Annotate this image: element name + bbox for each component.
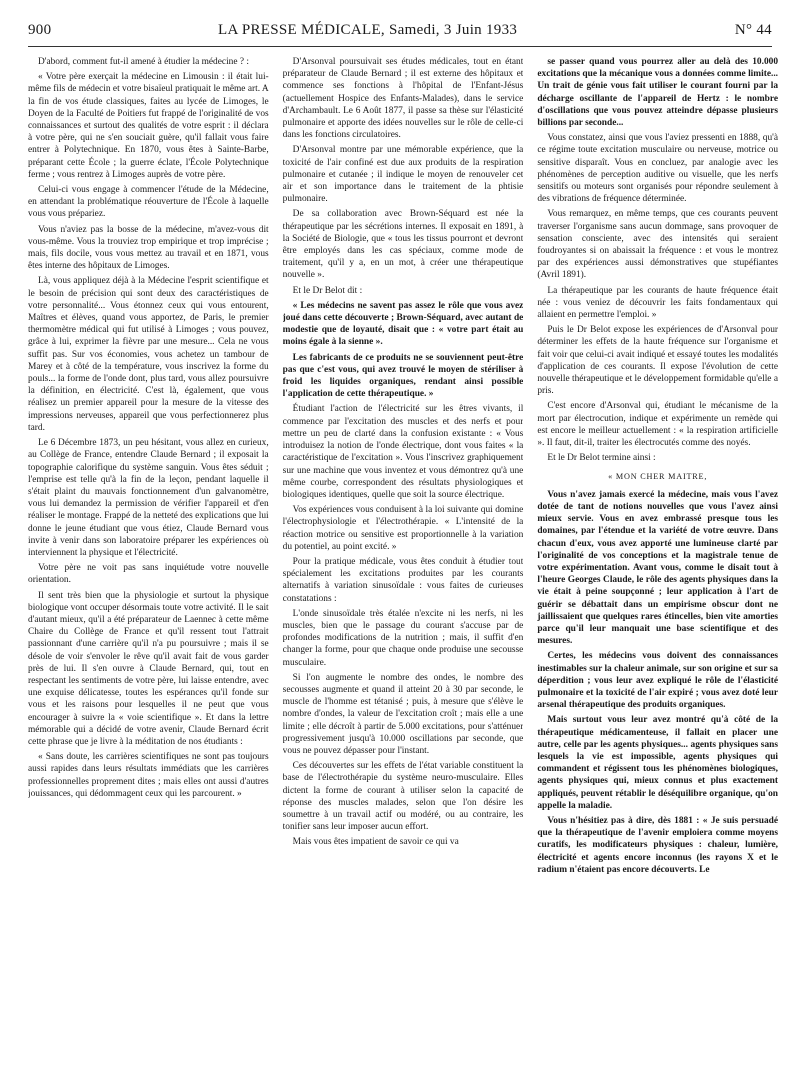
paragraph: C'est encore d'Arsonval qui, étudiant le mécanisme de la mort par électrocution, indique et expérimente un remède qui est encore le meilleur actuellement : « la respiration artificielle ». Il faut, dit-il, traiter les électrocutés comme des noyés. — [537, 401, 779, 449]
paragraph: Étudiant l'action de l'électricité sur les êtres vivants, il commence par l'excitation des muscles et des nerfs et pour mettre un peu de clarté dans la confusion existante : « Vous introduisez la notion de l'onde électrique, dont vous faites « la caractéristique de l'excitation ». Vous l'inscrivez graphiquement sur une machine que vous inventez et vous démontrez qu'à une même courbe, correspondent des résultats physiologiques et biologiques identiques, quelle que soit la source électrique. — [282, 404, 524, 500]
paragraph: Vos expériences vous conduisent à la loi suivante qui domine l'électrophysiologie et l'électrothérapie. « L'intensité de la réaction motrice ou sensitive est proportionnelle à la variation du potentiel, au point excité. » — [282, 505, 524, 552]
paragraph: Si l'on augmente le nombre des ondes, le nombre des secousses augmente et quand il atteint 20 à 30 par seconde, le muscle de l'homme est tétanisé ; puis, à mesure que s'élève le nombre d'ondes, la valeur de l'excitation croît ; mais elle a une limite ; elle décroît à partir de 5.000 excitations, pour s'atténuer progressivement jusqu'à 10.000 oscillations par seconde, que vous ne pouvez dépasser pour l'instant. — [282, 672, 524, 756]
salutation: « MON CHER MAITRE, — [608, 471, 708, 481]
paragraph: se passer quand vous pourrez aller au delà des 10.000 excitations que la mécanique vous a données comme limite... Un trait de génie vous fait utiliser le courant fourni par la décharge oscillante de l'appareil de Hertz : le nombre d'oscillations que vous pouvez atteindre dépasse plusieurs billions par seconde... — [537, 57, 779, 129]
paragraph: « Votre père exerçait la médecine en Limousin : il était lui-même fils de médecin et votre bisaïeul pratiquait le même art. A la fin de vos étude classiques, faites au lycée de Limoges, le Doyen de la Faculté de Poitiers fut frappé de l'originalité de vos connaissances et surtout des qualités de votre esprit : il déclara à votre père, qui ne s'en souciait guère, qu'il fallait vous faire entrer à Polytechnique. En 1870, vous êtes à Sainte-Barbe, préparant cette École ; la guerre éclate, l'École Polytechnique ferme ; vous rentrez à Limoges auprès de votre père. — [28, 72, 269, 180]
paragraph: Vous remarquez, en même temps, que ces courants peuvent traverser l'organisme sans aucun dommage, sans provoquer de sensation consciente, avec des intensités qui seraient foudroyantes si on abaissait la fréquence : et vous le montrez par des expériences aussi démonstratives que stupéfiantes (Avril 1891). — [537, 209, 779, 281]
journal-title: LA PRESSE MÉDICALE, Samedi, 3 Juin 1933 — [218, 22, 518, 38]
column-1 — [28, 56, 269, 1074]
paragraph: D'Arsonval poursuivait ses études médicales, tout en étant préparateur de Claude Bernard ; il est externe des hôpitaux et commence ses fonctions à l'hôpital de l'Enfant-Jésus (actuellement Hospice des Enfants-Malades), dans le service d'Archambault. Le 6 Août 1877, il passe sa thèse sur l'élasticité pulmonaire et apporte des idées nouvelles sur le rôle de celle-ci dans les fonctions circulatoires. — [282, 57, 524, 141]
paragraph: D'abord, comment fut-il amené à étudier la médecine ? : — [38, 57, 249, 67]
page-number: 900 — [28, 22, 52, 38]
column-3 — [537, 56, 778, 1074]
page-header — [28, 22, 772, 44]
paragraph: D'Arsonval montre par une mémorable expérience, que la toxicité de l'air confiné est due aux produits de la respiration pulmonaire et cutanée ; il indique le moyen de renouveler cet air et son importance dans le traitement de la phtisie pulmonaire. — [282, 145, 524, 205]
paragraph: Certes, les médecins vous doivent des connaissances inestimables sur la chaleur animale, sur son origine et sur sa déperdition ; vous leur avez expliqué le rôle de l'élasticité pulmonaire et la toxicité de l'air expiré ; vous avez doté leur arsenal thérapeutique des produits organiques. — [537, 651, 779, 711]
paragraph: Vous n'avez jamais exercé la médecine, mais vous l'avez dotée de tant de notions nouvelles que vous l'avez ainsi mieux servie. Vous en avez embrassé presque tous les domaines, par l'étendue et la variété de votre œuvre. Dans chacun d'eux, vous avez apporté une lumineuse clarté par l'originalité de vos conceptions et la magistrale tenue de votre expérimentation. Avant vous, comme le disait tout à l'heure Georges Claude, le rôle des agents physiques dans la vie était à peine soupçonné ; leur application à l'art de guérir se débattait dans un empirisme obscur dont ne jaillissaient que quelques rares étincelles, bien vite amorties parce qu'il leur manquait une base scientifique et des mesures. — [537, 489, 779, 647]
paragraph: Et le Dr Belot termine ainsi : — [547, 453, 656, 464]
paragraph: Mais vous êtes impatient de savoir ce qui va — [292, 837, 459, 848]
paragraph: Le 6 Décembre 1873, un peu hésitant, vous allez en curieux, au Collège de France, entendre Claude Bernard ; il exposait la topographie calorifique du système sanguin. Vous êtes séduit ; l'emprise est telle qu'à la fin de la leçon, pendant laquelle il s'était plaint du mauvais fonctionnement d'un galvanomètre, vous lui demandez la permission de vérifier l'appareil et d'en réaliser le montage. Frappé de la netteté des explications que lui donne le jeune étudiant que vous étiez, Claude Bernard vous invite à venir dans son laboratoire préparer les expériences où interviennent la physique et l'électricité. — [28, 438, 269, 558]
paragraph: Celui-ci vous engage à commencer l'étude de la Médecine, en attendant la problématique réouverture de l'École à laquelle vous vous prépariez. — [28, 185, 269, 220]
paragraph: Là, vous appliquez déjà à la Médecine l'esprit scientifique et le besoin de précision qui sont deux des caractéristiques de votre personnalité... Vous étonnez ceux qui vous entourent, Maîtres et élèves, quand vous apportez, de Paris, le premier thermomètre médical qui fut utilisé à Limoges ; vous pouvez, grâce à lui, exprimer la fièvre par une mesure... Cela ne vous suffit pas. Sur vos économies, vous achetez un tambour de Marey et à côté de la température, vous inscrivez la forme du pouls... la forme de l'onde dont, plus tard, vous allez poursuivre la définition, en électricité. C'est là, également, que vous réalisez un premier appareil pour la mesure de la vitesse des impressions nerveuses, appareil que vous perfectionnerez plus tard. — [28, 276, 269, 433]
paragraph: Les fabricants de ce produits ne se souviennent peut-être pas que c'est vous, qui avez trouvé le moyen de stériliser à froid les liquides organiques, rendant ainsi possible l'application de cette thérapeutique. » — [282, 352, 524, 400]
paragraph: Puis le Dr Belot expose les expériences de d'Arsonval pour déterminer les effets de la haute fréquence sur l'organisme et fait voir que celui-ci avait indiqué et essayé toutes les modalités d'application de ces courants. Il expose l'évolution de cette nouvelle thérapeutique et le développement formidable qu'elle a pris. — [537, 325, 779, 397]
paragraph: Vous constatez, ainsi que vous l'aviez pressenti en 1888, qu'à ce régime toute excitation musculaire ou nerveuse, motrice ou sensitive disparaît. Vous en concluez, par analogie avec les phénomènes de perception auditive ou visuelle, que les nerfs sensitifs ou moteurs sont organisés pour répondre seulement à des vibrations de fréquence déterminée. — [537, 133, 779, 205]
paragraph: De sa collaboration avec Brown-Séquard est née la thérapeutique par les sécrétions internes. Il exposait en 1891, à la Société de Biologie, que « tous les tissus pourront et devront être employés dans les cas spéciaux, comme mode de traitement, qu'il y a, en un mot, à créer une thérapeutique nouvelle ». — [282, 209, 524, 281]
article-body — [28, 56, 778, 1074]
paragraph: « Sans doute, les carrières scientifiques ne sont pas toujours aussi rapides dans leurs résultats immédiats que les carrières professionnelles proprement dites ; mais elles ont aussi d'autres jouissances, qui dédommagent ceux qui les parcourent. » — [28, 752, 269, 799]
paragraph: La thérapeutique par les courants de haute fréquence était née : vous veniez de découvrir les faits fondamentaux qui allaient en permettre l'emploi. » — [537, 285, 779, 321]
paragraph: Pour la pratique médicale, vous êtes conduit à étudier tout spécialement les excitations produites par les courants alternatifs à variation sinusoïdale : vous faites de curieuses constatations : — [282, 556, 524, 604]
issue-number: N° 44 — [734, 22, 772, 38]
header-rule — [28, 46, 772, 47]
paragraph: « Les médecins ne savent pas assez le rôle que vous avez joué dans cette découverte ; Brown-Séquard, avec autant de modestie que de loyauté, disait que : « votre part était au moins égale à la sienne ». — [282, 300, 524, 348]
paragraph: L'onde sinusoïdale très étalée n'excite ni les nerfs, ni les muscles, bien que le passage du courant s'accuse par de profondes modifications de la nutrition ; mais, il suffit d'en changer la forme, pour que chaque onde produise une secousse musculaire. — [282, 608, 524, 668]
paragraph: Il sent très bien que la physiologie et surtout la physique biologique vont occuper désormais toute votre activité. Il le sait d'autant mieux, qu'il a été préparateur de Laennec à cette même Chaire du Collège de France et qu'il ressent tout l'attrait passionnant d'une carrière qu'il n'a pu poursuivre ; mais il se désole de voir s'envoler le rêve qu'il avait fait de vous garder près de lui. Il s'en ouvre à Claude Bernard, qui, tout en respectant les sentiments de votre père, lui laisse entendre, avec une exquise délicatesse, toutes les espérances qu'il fonde sur vous et les raisons pour lesquelles il ne peut que vous encourager à suivre la « voie scientifique ». Et dans la lettre mémorable qui a décidé de votre avenir, Claude Bernard écrit cette phrase que je livre à la méditation de nos étudiants : — [28, 590, 269, 747]
paragraph: Et le Dr Belot dit : — [292, 285, 363, 296]
column-2 — [283, 56, 524, 1074]
paragraph: Vous n'aviez pas la bosse de la médecine, m'avez-vous dit vous-même. Vous la trouviez trop empirique et trop imprécise ; mais, fils docile, vous vous mettez au travail et en 1871, vous êtes interne des hôpitaux de Limoges. — [28, 224, 269, 272]
paragraph: Ces découvertes sur les effets de l'état variable constituent la base de l'électrothérapie du système neuro-musculaire. Elles dictent la forme de courant à utiliser selon la capacité de réponse des muscles malades, selon que l'on désire les soumettre à un travail actif ou modéré, ou au contraire, les tonifier sans leur imposer aucun effort. — [282, 761, 524, 833]
paragraph: Votre père ne voit pas sans inquiétude votre nouvelle orientation. — [28, 563, 269, 586]
paragraph: Vous n'hésitiez pas à dire, dès 1881 : « Je suis persuadé que la thérapeutique de l'avenir emploiera comme moyens curatifs, les modificateurs physiques : chaleur, lumière, électricité et agents encore inconnus (les rayons X et le radium n'étaient pas encore découverts. Le — [537, 815, 779, 875]
paragraph: Mais surtout vous leur avez montré qu'à côté de la thérapeutique médicamenteuse, il fallait en placer une autre, celle par les agents physiques... agents physiques sans lesquels la vie est impossible, agents physiques qui commandent et régissent tous les phénomènes biologiques, agents physiques qui, mieux connus et plus exactement appliqués, peuvent rétablir le déséquilibre organique, qu'on appelle la maladie. — [537, 715, 779, 811]
